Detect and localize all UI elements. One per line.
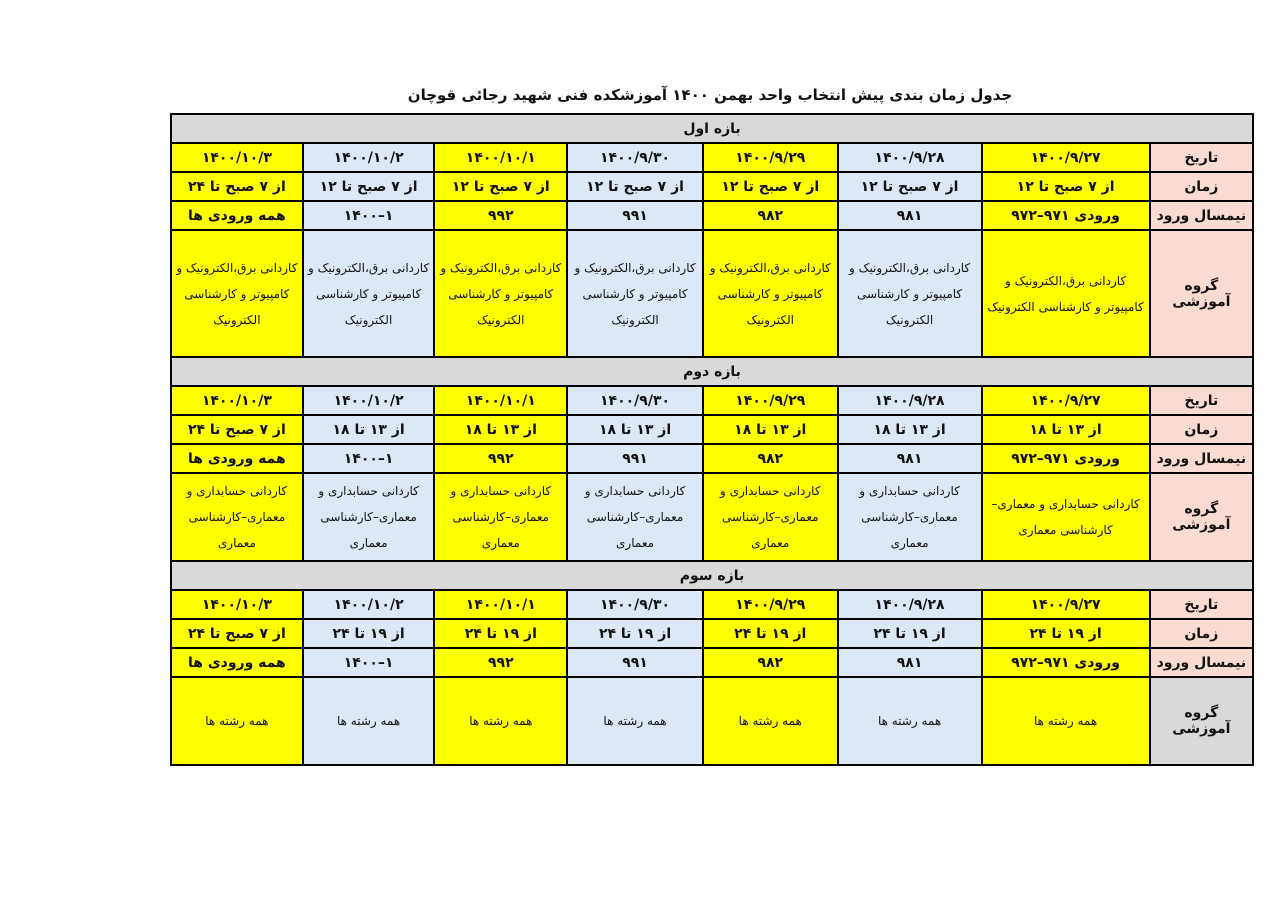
semester-cell: ورودی ۹۷۱–۹۷۲: [982, 201, 1150, 230]
date-cell: ۱۴۰۰/۹/۳۰: [567, 143, 703, 172]
date-cell: ۱۴۰۰/۹/۲۹: [703, 143, 838, 172]
semester-cell: ۹۸۲: [703, 648, 838, 677]
semester-row: [171, 648, 1253, 677]
time-cell: از ۱۳ تا ۱۸: [567, 415, 703, 444]
time-cell: از ۷ صبح تا ۱۲: [838, 172, 982, 201]
group-cell: کاردانی برق،الکترونیک و کامپیوتر و کارشناسی الکترونیک: [171, 230, 303, 357]
group-cell: کاردانی حسابداری و معماری–کارشناسی معماری: [171, 473, 303, 561]
semester-cell: ۹۹۱: [567, 444, 703, 473]
time-label: زمان: [1150, 415, 1253, 444]
section-header-row: [171, 357, 1253, 386]
semester-cell: ۱–۱۴۰۰: [303, 201, 435, 230]
group-cell: کاردانی برق،الکترونیک و کامپیوتر و کارشناسی الکترونیک: [567, 230, 703, 357]
time-cell: از ۱۳ تا ۱۸: [838, 415, 982, 444]
group-row: [171, 230, 1253, 357]
date-row: [171, 143, 1253, 172]
date-cell: ۱۴۰۰/۱۰/۲: [303, 143, 435, 172]
date-label: تاریخ: [1150, 590, 1253, 619]
date-row: [171, 590, 1253, 619]
time-cell: از ۱۹ تا ۲۴: [838, 619, 982, 648]
semester-cell: ۹۸۱: [838, 201, 982, 230]
date-cell: ۱۴۰۰/۱۰/۲: [303, 590, 435, 619]
semester-cell: ۱–۱۴۰۰: [303, 648, 435, 677]
date-cell: ۱۴۰۰/۹/۲۹: [703, 386, 838, 415]
section-title: بازه سوم: [171, 561, 1253, 590]
group-cell: همه رشته ها: [703, 677, 838, 765]
semester-cell: ۹۸۲: [703, 201, 838, 230]
semester-label: نیمسال ورود: [1150, 444, 1253, 473]
date-cell: ۱۴۰۰/۹/۳۰: [567, 590, 703, 619]
time-cell: از ۱۳ تا ۱۸: [434, 415, 567, 444]
group-cell: همه رشته ها: [434, 677, 567, 765]
date-cell: ۱۴۰۰/۹/۲۷: [982, 143, 1150, 172]
semester-row: [171, 201, 1253, 230]
time-cell: از ۱۹ تا ۲۴: [703, 619, 838, 648]
date-cell: ۱۴۰۰/۱۰/۳: [171, 590, 303, 619]
time-cell: از ۷ صبح تا ۱۲: [434, 172, 567, 201]
time-label: زمان: [1150, 172, 1253, 201]
date-cell: ۱۴۰۰/۹/۲۹: [703, 590, 838, 619]
group-label: گروه آموزشی: [1150, 473, 1253, 561]
time-row: [171, 415, 1253, 444]
time-cell: از ۷ صبح تا ۲۴: [171, 619, 303, 648]
group-cell: کاردانی برق،الکترونیک و کامپیوتر و کارشناسی الکترونیک: [434, 230, 567, 357]
semester-cell: ورودی ۹۷۱–۹۷۲: [982, 648, 1150, 677]
group-cell: همه رشته ها: [303, 677, 435, 765]
time-cell: از ۱۹ تا ۲۴: [434, 619, 567, 648]
group-cell: همه رشته ها: [838, 677, 982, 765]
semester-cell: ۹۹۲: [434, 444, 567, 473]
semester-cell: ۹۹۱: [567, 648, 703, 677]
time-cell: از ۷ صبح تا ۲۴: [171, 415, 303, 444]
time-cell: از ۷ صبح تا ۱۲: [303, 172, 435, 201]
group-cell: همه رشته ها: [567, 677, 703, 765]
time-cell: از ۱۹ تا ۲۴: [982, 619, 1150, 648]
page-title: جدول زمان بندی پیش انتخاب واحد بهمن ۱۴۰۰ آموزشکده فنی شهید رجائی قوچان: [407, 86, 1013, 104]
date-cell: ۱۴۰۰/۹/۲۷: [982, 590, 1150, 619]
semester-cell: ۹۸۲: [703, 444, 838, 473]
date-cell: ۱۴۰۰/۱۰/۱: [434, 590, 567, 619]
section-title: بازه دوم: [171, 357, 1253, 386]
group-cell: کاردانی حسابداری و معماری–کارشناسی معماری: [567, 473, 703, 561]
group-cell: کاردانی حسابداری و معماری–کارشناسی معماری: [838, 473, 982, 561]
semester-cell: ۹۹۲: [434, 648, 567, 677]
semester-cell: ۹۹۱: [567, 201, 703, 230]
group-cell: همه رشته ها: [982, 677, 1150, 765]
date-row: [171, 386, 1253, 415]
time-cell: از ۱۹ تا ۲۴: [567, 619, 703, 648]
semester-cell: ۹۹۲: [434, 201, 567, 230]
time-cell: از ۷ صبح تا ۱۲: [703, 172, 838, 201]
section-title: بازه اول: [171, 114, 1253, 143]
group-cell: همه رشته ها: [171, 677, 303, 765]
time-cell: از ۷ صبح تا ۱۲: [982, 172, 1150, 201]
time-label: زمان: [1150, 619, 1253, 648]
semester-cell: همه ورودی ها: [171, 444, 303, 473]
group-label: گروه آموزشی: [1150, 230, 1253, 357]
semester-cell: ۹۸۱: [838, 648, 982, 677]
date-cell: ۱۴۰۰/۱۰/۳: [171, 143, 303, 172]
semester-label: نیمسال ورود: [1150, 201, 1253, 230]
group-cell: کاردانی برق،الکترونیک و کامپیوتر و کارشناسی الکترونیک: [838, 230, 982, 357]
semester-cell: ۱–۱۴۰۰: [303, 444, 435, 473]
group-label: گروه آموزشی: [1150, 677, 1253, 765]
schedule-table: [170, 113, 1254, 766]
semester-cell: همه ورودی ها: [171, 648, 303, 677]
date-cell: ۱۴۰۰/۱۰/۱: [434, 143, 567, 172]
date-label: تاریخ: [1150, 386, 1253, 415]
time-cell: از ۱۳ تا ۱۸: [303, 415, 435, 444]
group-cell: کاردانی حسابداری و معماری– کارشناسی معماری: [982, 473, 1150, 561]
semester-cell: ۹۸۱: [838, 444, 982, 473]
group-cell: کاردانی برق،الکترونیک و کامپیوتر و کارشناسی الکترونیک: [303, 230, 435, 357]
time-cell: از ۷ صبح تا ۲۴: [171, 172, 303, 201]
section-header-row: [171, 114, 1253, 143]
time-cell: از ۷ صبح تا ۱۲: [567, 172, 703, 201]
time-cell: از ۱۳ تا ۱۸: [703, 415, 838, 444]
date-cell: ۱۴۰۰/۹/۳۰: [567, 386, 703, 415]
date-cell: ۱۴۰۰/۹/۲۷: [982, 386, 1150, 415]
date-cell: ۱۴۰۰/۱۰/۳: [171, 386, 303, 415]
date-cell: ۱۴۰۰/۹/۲۸: [838, 143, 982, 172]
group-cell: کاردانی حسابداری و معماری–کارشناسی معماری: [303, 473, 435, 561]
date-label: تاریخ: [1150, 143, 1253, 172]
semester-cell: همه ورودی ها: [171, 201, 303, 230]
time-cell: از ۱۹ تا ۲۴: [303, 619, 435, 648]
section-header-row: [171, 561, 1253, 590]
group-cell: کاردانی برق،الکترونیک و کامپیوتر و کارشناسی الکترونیک: [703, 230, 838, 357]
semester-row: [171, 444, 1253, 473]
semester-cell: ورودی ۹۷۱–۹۷۲: [982, 444, 1150, 473]
date-cell: ۱۴۰۰/۹/۲۸: [838, 590, 982, 619]
group-row: [171, 473, 1253, 561]
group-row: [171, 677, 1253, 765]
group-cell: کاردانی حسابداری و معماری–کارشناسی معماری: [434, 473, 567, 561]
date-cell: ۱۴۰۰/۱۰/۱: [434, 386, 567, 415]
semester-label: نیمسال ورود: [1150, 648, 1253, 677]
group-cell: کاردانی حسابداری و معماری–کارشناسی معماری: [703, 473, 838, 561]
time-row: [171, 172, 1253, 201]
date-cell: ۱۴۰۰/۱۰/۲: [303, 386, 435, 415]
date-cell: ۱۴۰۰/۹/۲۸: [838, 386, 982, 415]
time-cell: از ۱۳ تا ۱۸: [982, 415, 1150, 444]
group-cell: کاردانی برق،الکترونیک و کامپیوتر و کارشناسی الکترونیک: [982, 230, 1150, 357]
time-row: [171, 619, 1253, 648]
